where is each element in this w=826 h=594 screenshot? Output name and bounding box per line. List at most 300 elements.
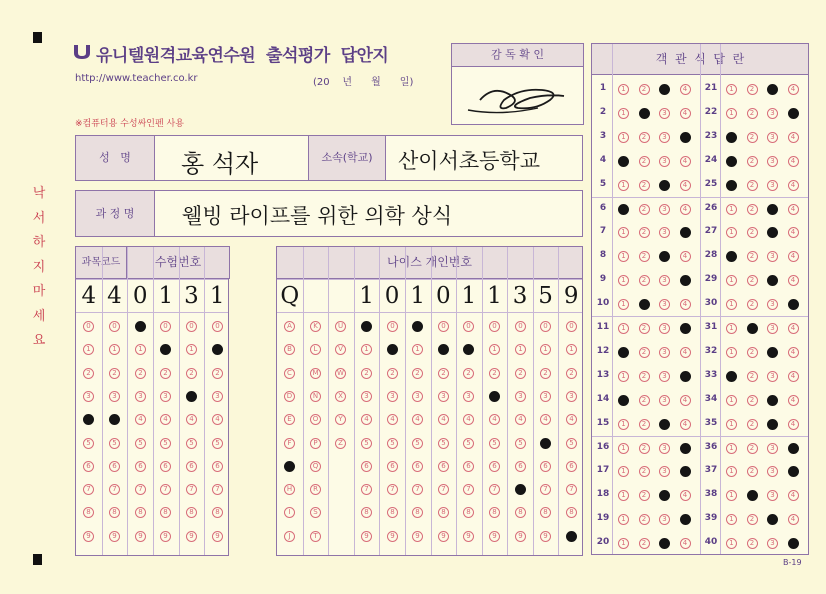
- answer-bubble[interactable]: 2: [747, 419, 758, 430]
- nice-digit-bubble[interactable]: 2: [566, 368, 577, 379]
- nice-letter-bubble[interactable]: I: [284, 507, 295, 518]
- nice-letter-bubble[interactable]: B: [284, 344, 295, 355]
- nice-digit-bubble[interactable]: [412, 321, 423, 332]
- exam-digit-bubble[interactable]: [160, 344, 171, 355]
- nice-digit-bubble[interactable]: 1: [540, 344, 551, 355]
- nice-digit-bubble[interactable]: 6: [412, 461, 423, 472]
- nice-digit-bubble[interactable]: 3: [515, 391, 526, 402]
- answer-bubble[interactable]: 3: [767, 299, 778, 310]
- nice-digit-bubble[interactable]: 6: [540, 461, 551, 472]
- answer-bubble[interactable]: 1: [618, 132, 629, 143]
- nice-digit-bubble[interactable]: 8: [489, 507, 500, 518]
- answer-bubble[interactable]: 3: [659, 108, 670, 119]
- nice-digit-bubble[interactable]: 2: [540, 368, 551, 379]
- answer-bubble[interactable]: [788, 466, 799, 477]
- nice-letter-bubble[interactable]: T: [310, 531, 321, 542]
- answer-bubble[interactable]: 3: [659, 275, 670, 286]
- answer-bubble[interactable]: [767, 275, 778, 286]
- nice-digit-bubble[interactable]: [387, 344, 398, 355]
- nice-digit-bubble[interactable]: 8: [412, 507, 423, 518]
- answer-bubble[interactable]: 4: [680, 84, 691, 95]
- answer-bubble[interactable]: 4: [680, 299, 691, 310]
- nice-digit-bubble[interactable]: 8: [438, 507, 449, 518]
- answer-bubble[interactable]: 1: [618, 108, 629, 119]
- nice-digit-bubble[interactable]: 4: [566, 414, 577, 425]
- answer-bubble[interactable]: 2: [639, 132, 650, 143]
- exam-digit-bubble[interactable]: 4: [212, 414, 223, 425]
- answer-bubble[interactable]: 3: [659, 514, 670, 525]
- answer-bubble[interactable]: 1: [726, 347, 737, 358]
- answer-bubble[interactable]: 2: [747, 251, 758, 262]
- answer-bubble[interactable]: 3: [659, 323, 670, 334]
- written-nice-char[interactable]: 1: [410, 283, 426, 309]
- answer-bubble[interactable]: 3: [767, 108, 778, 119]
- nice-letter-bubble[interactable]: L: [310, 344, 321, 355]
- nice-digit-bubble[interactable]: 7: [387, 484, 398, 495]
- exam-digit-bubble[interactable]: 8: [160, 507, 171, 518]
- answer-bubble[interactable]: 4: [680, 419, 691, 430]
- exam-digit-bubble[interactable]: 1: [83, 344, 94, 355]
- answer-bubble[interactable]: 2: [639, 323, 650, 334]
- answer-bubble[interactable]: 2: [747, 227, 758, 238]
- answer-bubble[interactable]: 4: [680, 156, 691, 167]
- answer-bubble[interactable]: [659, 84, 670, 95]
- nice-digit-bubble[interactable]: 3: [438, 391, 449, 402]
- answer-bubble[interactable]: 1: [726, 323, 737, 334]
- nice-digit-bubble[interactable]: [463, 344, 474, 355]
- exam-digit-bubble[interactable]: 5: [186, 438, 197, 449]
- nice-digit-bubble[interactable]: [438, 344, 449, 355]
- answer-bubble[interactable]: 2: [747, 371, 758, 382]
- nice-digit-bubble[interactable]: 4: [412, 414, 423, 425]
- written-exam-digit[interactable]: 4: [107, 283, 122, 309]
- answer-bubble[interactable]: 3: [659, 227, 670, 238]
- answer-bubble[interactable]: 1: [726, 84, 737, 95]
- written-exam-digit[interactable]: 0: [132, 283, 148, 309]
- nice-digit-bubble[interactable]: 4: [438, 414, 449, 425]
- answer-bubble[interactable]: 3: [767, 323, 778, 334]
- answer-bubble[interactable]: 4: [680, 204, 691, 215]
- nice-digit-bubble[interactable]: 7: [361, 484, 372, 495]
- answer-bubble[interactable]: 1: [618, 490, 629, 501]
- nice-digit-bubble[interactable]: 3: [540, 391, 551, 402]
- answer-bubble[interactable]: 2: [639, 514, 650, 525]
- nice-digit-bubble[interactable]: 7: [438, 484, 449, 495]
- answer-bubble[interactable]: 4: [788, 156, 799, 167]
- answer-bubble[interactable]: 3: [767, 251, 778, 262]
- answer-bubble[interactable]: 3: [659, 299, 670, 310]
- exam-digit-bubble[interactable]: [186, 391, 197, 402]
- exam-digit-bubble[interactable]: 0: [109, 321, 120, 332]
- answer-bubble[interactable]: 4: [788, 490, 799, 501]
- answer-bubble[interactable]: 3: [659, 347, 670, 358]
- exam-digit-bubble[interactable]: 9: [212, 531, 223, 542]
- written-nice-char[interactable]: 1: [359, 283, 374, 309]
- nice-digit-bubble[interactable]: 8: [463, 507, 474, 518]
- nice-digit-bubble[interactable]: 1: [515, 344, 526, 355]
- answer-bubble[interactable]: [788, 443, 799, 454]
- answer-bubble[interactable]: 1: [726, 395, 737, 406]
- nice-digit-bubble[interactable]: 5: [438, 438, 449, 449]
- exam-digit-bubble[interactable]: 5: [160, 438, 171, 449]
- nice-letter-bubble[interactable]: Y: [335, 414, 346, 425]
- answer-bubble[interactable]: 4: [788, 84, 799, 95]
- exam-digit-bubble[interactable]: 6: [186, 461, 197, 472]
- answer-bubble[interactable]: 2: [639, 538, 650, 549]
- nice-digit-bubble[interactable]: 6: [387, 461, 398, 472]
- exam-digit-bubble[interactable]: 0: [212, 321, 223, 332]
- nice-digit-bubble[interactable]: 6: [489, 461, 500, 472]
- exam-digit-bubble[interactable]: 5: [109, 438, 120, 449]
- nice-digit-bubble[interactable]: 0: [566, 321, 577, 332]
- answer-bubble[interactable]: 2: [639, 419, 650, 430]
- answer-bubble[interactable]: 2: [639, 466, 650, 477]
- nice-digit-bubble[interactable]: 0: [540, 321, 551, 332]
- nice-digit-bubble[interactable]: [361, 321, 372, 332]
- exam-digit-bubble[interactable]: 0: [83, 321, 94, 332]
- nice-letter-bubble[interactable]: S: [310, 507, 321, 518]
- answer-bubble[interactable]: [618, 204, 629, 215]
- answer-bubble[interactable]: 1: [726, 275, 737, 286]
- exam-digit-bubble[interactable]: 7: [83, 484, 94, 495]
- nice-digit-bubble[interactable]: 9: [489, 531, 500, 542]
- answer-bubble[interactable]: 2: [747, 538, 758, 549]
- name-value[interactable]: 홍 석자: [181, 150, 259, 178]
- answer-bubble[interactable]: [747, 323, 758, 334]
- answer-bubble[interactable]: 4: [788, 275, 799, 286]
- exam-digit-bubble[interactable]: 1: [135, 344, 146, 355]
- nice-digit-bubble[interactable]: 0: [463, 321, 474, 332]
- answer-bubble[interactable]: 1: [726, 538, 737, 549]
- answer-bubble[interactable]: 1: [726, 227, 737, 238]
- answer-bubble[interactable]: 1: [618, 251, 629, 262]
- nice-digit-bubble[interactable]: 2: [515, 368, 526, 379]
- answer-bubble[interactable]: 3: [767, 132, 778, 143]
- nice-digit-bubble[interactable]: 6: [463, 461, 474, 472]
- answer-bubble[interactable]: 1: [618, 514, 629, 525]
- nice-digit-bubble[interactable]: 9: [515, 531, 526, 542]
- nice-digit-bubble[interactable]: 1: [566, 344, 577, 355]
- answer-bubble[interactable]: [659, 490, 670, 501]
- written-exam-digit[interactable]: 3: [184, 283, 199, 309]
- answer-bubble[interactable]: 1: [618, 371, 629, 382]
- answer-bubble[interactable]: [618, 347, 629, 358]
- answer-bubble[interactable]: 2: [747, 108, 758, 119]
- answer-bubble[interactable]: 1: [726, 419, 737, 430]
- nice-digit-bubble[interactable]: 1: [361, 344, 372, 355]
- answer-bubble[interactable]: 2: [747, 514, 758, 525]
- exam-digit-bubble[interactable]: 8: [135, 507, 146, 518]
- nice-digit-bubble[interactable]: 8: [361, 507, 372, 518]
- nice-digit-bubble[interactable]: 6: [515, 461, 526, 472]
- answer-bubble[interactable]: [767, 227, 778, 238]
- nice-digit-bubble[interactable]: [540, 438, 551, 449]
- answer-bubble[interactable]: 3: [659, 466, 670, 477]
- answer-bubble[interactable]: 4: [680, 538, 691, 549]
- answer-bubble[interactable]: 2: [747, 156, 758, 167]
- answer-bubble[interactable]: [767, 514, 778, 525]
- answer-bubble[interactable]: 1: [726, 490, 737, 501]
- answer-bubble[interactable]: [726, 251, 737, 262]
- nice-digit-bubble[interactable]: 3: [387, 391, 398, 402]
- school-value[interactable]: 산이서초등학교: [398, 149, 541, 173]
- exam-digit-bubble[interactable]: 7: [109, 484, 120, 495]
- answer-bubble[interactable]: 2: [639, 275, 650, 286]
- answer-bubble[interactable]: 2: [747, 180, 758, 191]
- exam-digit-bubble[interactable]: 3: [83, 391, 94, 402]
- nice-digit-bubble[interactable]: 2: [387, 368, 398, 379]
- answer-bubble[interactable]: [680, 275, 691, 286]
- answer-bubble[interactable]: 1: [726, 204, 737, 215]
- answer-bubble[interactable]: 4: [788, 419, 799, 430]
- answer-bubble[interactable]: 2: [639, 180, 650, 191]
- nice-digit-bubble[interactable]: 0: [489, 321, 500, 332]
- exam-digit-bubble[interactable]: 5: [135, 438, 146, 449]
- answer-bubble[interactable]: [788, 538, 799, 549]
- nice-digit-bubble[interactable]: 6: [361, 461, 372, 472]
- answer-bubble[interactable]: 1: [726, 443, 737, 454]
- answer-bubble[interactable]: 2: [639, 227, 650, 238]
- answer-bubble[interactable]: 3: [659, 156, 670, 167]
- answer-bubble[interactable]: 4: [680, 490, 691, 501]
- nice-digit-bubble[interactable]: 9: [387, 531, 398, 542]
- exam-digit-bubble[interactable]: 7: [186, 484, 197, 495]
- exam-digit-bubble[interactable]: 6: [212, 461, 223, 472]
- answer-bubble[interactable]: 3: [659, 443, 670, 454]
- answer-bubble[interactable]: 3: [659, 395, 670, 406]
- exam-digit-bubble[interactable]: 6: [109, 461, 120, 472]
- nice-digit-bubble[interactable]: 3: [361, 391, 372, 402]
- nice-digit-bubble[interactable]: 5: [515, 438, 526, 449]
- nice-letter-bubble[interactable]: C: [284, 368, 295, 379]
- answer-bubble[interactable]: [659, 419, 670, 430]
- nice-digit-bubble[interactable]: 6: [438, 461, 449, 472]
- nice-digit-bubble[interactable]: 8: [566, 507, 577, 518]
- answer-bubble[interactable]: 1: [618, 275, 629, 286]
- nice-digit-bubble[interactable]: 0: [438, 321, 449, 332]
- exam-digit-bubble[interactable]: 2: [212, 368, 223, 379]
- written-nice-char[interactable]: 9: [563, 283, 579, 309]
- answer-bubble[interactable]: 2: [747, 204, 758, 215]
- answer-bubble[interactable]: 1: [618, 180, 629, 191]
- answer-bubble[interactable]: 2: [747, 466, 758, 477]
- nice-digit-bubble[interactable]: 7: [489, 484, 500, 495]
- answer-bubble[interactable]: 4: [788, 395, 799, 406]
- exam-digit-bubble[interactable]: 8: [186, 507, 197, 518]
- written-exam-digit[interactable]: 1: [209, 283, 225, 309]
- nice-digit-bubble[interactable]: 2: [438, 368, 449, 379]
- nice-letter-bubble[interactable]: H: [284, 484, 295, 495]
- answer-bubble[interactable]: [788, 108, 799, 119]
- written-exam-digit[interactable]: 4: [81, 283, 97, 309]
- nice-digit-bubble[interactable]: 5: [489, 438, 500, 449]
- answer-bubble[interactable]: 1: [726, 514, 737, 525]
- nice-digit-bubble[interactable]: 4: [463, 414, 474, 425]
- exam-digit-bubble[interactable]: 8: [109, 507, 120, 518]
- exam-digit-bubble[interactable]: 3: [135, 391, 146, 402]
- exam-digit-bubble[interactable]: [83, 414, 94, 425]
- answer-bubble[interactable]: 3: [767, 371, 778, 382]
- exam-digit-bubble[interactable]: 4: [135, 414, 146, 425]
- answer-bubble[interactable]: [659, 251, 670, 262]
- answer-bubble[interactable]: 4: [680, 108, 691, 119]
- answer-bubble[interactable]: 2: [639, 395, 650, 406]
- nice-digit-bubble[interactable]: 7: [412, 484, 423, 495]
- exam-digit-bubble[interactable]: 6: [135, 461, 146, 472]
- answer-bubble[interactable]: 4: [788, 514, 799, 525]
- answer-bubble[interactable]: [639, 299, 650, 310]
- answer-bubble[interactable]: 1: [618, 84, 629, 95]
- answer-bubble[interactable]: 4: [788, 180, 799, 191]
- exam-digit-bubble[interactable]: 5: [83, 438, 94, 449]
- answer-bubble[interactable]: 2: [747, 443, 758, 454]
- nice-digit-bubble[interactable]: 5: [387, 438, 398, 449]
- nice-digit-bubble[interactable]: [515, 484, 526, 495]
- exam-digit-bubble[interactable]: 3: [160, 391, 171, 402]
- answer-bubble[interactable]: [680, 323, 691, 334]
- answer-bubble[interactable]: 4: [680, 180, 691, 191]
- exam-digit-bubble[interactable]: 3: [109, 391, 120, 402]
- nice-digit-bubble[interactable]: 5: [463, 438, 474, 449]
- nice-digit-bubble[interactable]: 4: [515, 414, 526, 425]
- answer-bubble[interactable]: 2: [639, 371, 650, 382]
- answer-bubble[interactable]: 2: [747, 347, 758, 358]
- answer-bubble[interactable]: [767, 419, 778, 430]
- exam-digit-bubble[interactable]: 9: [109, 531, 120, 542]
- answer-bubble[interactable]: 1: [726, 466, 737, 477]
- answer-bubble[interactable]: [680, 466, 691, 477]
- answer-bubble[interactable]: 1: [618, 419, 629, 430]
- nice-digit-bubble[interactable]: [489, 391, 500, 402]
- exam-digit-bubble[interactable]: 6: [160, 461, 171, 472]
- answer-bubble[interactable]: [680, 132, 691, 143]
- answer-bubble[interactable]: [680, 443, 691, 454]
- answer-bubble[interactable]: [726, 156, 737, 167]
- answer-bubble[interactable]: 3: [659, 371, 670, 382]
- answer-bubble[interactable]: [767, 204, 778, 215]
- exam-digit-bubble[interactable]: 2: [135, 368, 146, 379]
- nice-digit-bubble[interactable]: 3: [463, 391, 474, 402]
- exam-digit-bubble[interactable]: 2: [160, 368, 171, 379]
- written-nice-char[interactable]: 0: [435, 283, 451, 309]
- answer-bubble[interactable]: 4: [788, 347, 799, 358]
- answer-bubble[interactable]: 1: [618, 227, 629, 238]
- exam-digit-bubble[interactable]: [135, 321, 146, 332]
- answer-bubble[interactable]: 2: [639, 156, 650, 167]
- exam-digit-bubble[interactable]: 0: [160, 321, 171, 332]
- nice-digit-bubble[interactable]: 8: [387, 507, 398, 518]
- answer-bubble[interactable]: 1: [618, 299, 629, 310]
- answer-bubble[interactable]: 4: [788, 371, 799, 382]
- answer-bubble[interactable]: 1: [618, 466, 629, 477]
- answer-bubble[interactable]: 3: [767, 443, 778, 454]
- exam-digit-bubble[interactable]: 7: [135, 484, 146, 495]
- nice-letter-bubble[interactable]: M: [310, 368, 321, 379]
- nice-digit-bubble[interactable]: 5: [566, 438, 577, 449]
- answer-bubble[interactable]: 3: [767, 466, 778, 477]
- exam-digit-bubble[interactable]: 0: [186, 321, 197, 332]
- exam-digit-bubble[interactable]: 3: [212, 391, 223, 402]
- exam-digit-bubble[interactable]: 9: [186, 531, 197, 542]
- nice-digit-bubble[interactable]: 9: [463, 531, 474, 542]
- nice-digit-bubble[interactable]: 4: [540, 414, 551, 425]
- answer-bubble[interactable]: 2: [747, 275, 758, 286]
- nice-digit-bubble[interactable]: 7: [463, 484, 474, 495]
- answer-bubble[interactable]: [726, 180, 737, 191]
- nice-letter-bubble[interactable]: E: [284, 414, 295, 425]
- exam-digit-bubble[interactable]: 2: [83, 368, 94, 379]
- course-value[interactable]: 웰빙 라이프를 위한 의학 상식: [182, 204, 453, 228]
- answer-bubble[interactable]: 3: [659, 204, 670, 215]
- exam-digit-bubble[interactable]: 2: [109, 368, 120, 379]
- answer-bubble[interactable]: 4: [788, 204, 799, 215]
- nice-digit-bubble[interactable]: 4: [387, 414, 398, 425]
- exam-digit-bubble[interactable]: 4: [186, 414, 197, 425]
- exam-digit-bubble[interactable]: 1: [109, 344, 120, 355]
- answer-bubble[interactable]: 2: [747, 132, 758, 143]
- answer-bubble[interactable]: [680, 371, 691, 382]
- nice-letter-bubble[interactable]: W: [335, 368, 346, 379]
- nice-digit-bubble[interactable]: 4: [489, 414, 500, 425]
- nice-letter-bubble[interactable]: V: [335, 344, 346, 355]
- exam-digit-bubble[interactable]: 9: [160, 531, 171, 542]
- exam-digit-bubble[interactable]: 8: [212, 507, 223, 518]
- nice-digit-bubble[interactable]: 8: [515, 507, 526, 518]
- written-nice-char[interactable]: 3: [512, 283, 528, 309]
- answer-bubble[interactable]: 2: [747, 395, 758, 406]
- answer-bubble[interactable]: 4: [788, 227, 799, 238]
- nice-digit-bubble[interactable]: 2: [412, 368, 423, 379]
- answer-bubble[interactable]: 2: [639, 347, 650, 358]
- nice-digit-bubble[interactable]: 9: [361, 531, 372, 542]
- answer-bubble[interactable]: 2: [747, 84, 758, 95]
- exam-digit-bubble[interactable]: 6: [83, 461, 94, 472]
- answer-bubble[interactable]: [726, 132, 737, 143]
- nice-letter-bubble[interactable]: X: [335, 391, 346, 402]
- nice-letter-bubble[interactable]: N: [310, 391, 321, 402]
- answer-bubble[interactable]: [618, 395, 629, 406]
- answer-bubble[interactable]: [680, 227, 691, 238]
- nice-digit-bubble[interactable]: 3: [412, 391, 423, 402]
- exam-digit-bubble[interactable]: 7: [212, 484, 223, 495]
- answer-bubble[interactable]: 2: [639, 84, 650, 95]
- exam-digit-bubble[interactable]: 2: [186, 368, 197, 379]
- answer-bubble[interactable]: 1: [618, 323, 629, 334]
- answer-bubble[interactable]: [788, 299, 799, 310]
- exam-digit-bubble[interactable]: 9: [83, 531, 94, 542]
- nice-digit-bubble[interactable]: 7: [540, 484, 551, 495]
- written-nice-char[interactable]: 0: [384, 283, 400, 309]
- answer-bubble[interactable]: 4: [788, 251, 799, 262]
- nice-digit-bubble[interactable]: 7: [566, 484, 577, 495]
- nice-digit-bubble[interactable]: 1: [489, 344, 500, 355]
- answer-bubble[interactable]: [680, 514, 691, 525]
- nice-letter-bubble[interactable]: J: [284, 531, 295, 542]
- nice-digit-bubble[interactable]: 8: [540, 507, 551, 518]
- answer-bubble[interactable]: 3: [767, 156, 778, 167]
- answer-bubble[interactable]: 1: [618, 443, 629, 454]
- nice-letter-bubble[interactable]: F: [284, 438, 295, 449]
- answer-bubble[interactable]: 2: [639, 204, 650, 215]
- nice-digit-bubble[interactable]: [566, 531, 577, 542]
- written-nice-char[interactable]: 5: [538, 283, 553, 309]
- exam-digit-bubble[interactable]: 5: [212, 438, 223, 449]
- nice-digit-bubble[interactable]: 6: [566, 461, 577, 472]
- nice-digit-bubble[interactable]: 3: [566, 391, 577, 402]
- nice-letter-bubble[interactable]: Q: [310, 461, 321, 472]
- nice-digit-bubble[interactable]: 2: [361, 368, 372, 379]
- answer-bubble[interactable]: 2: [639, 251, 650, 262]
